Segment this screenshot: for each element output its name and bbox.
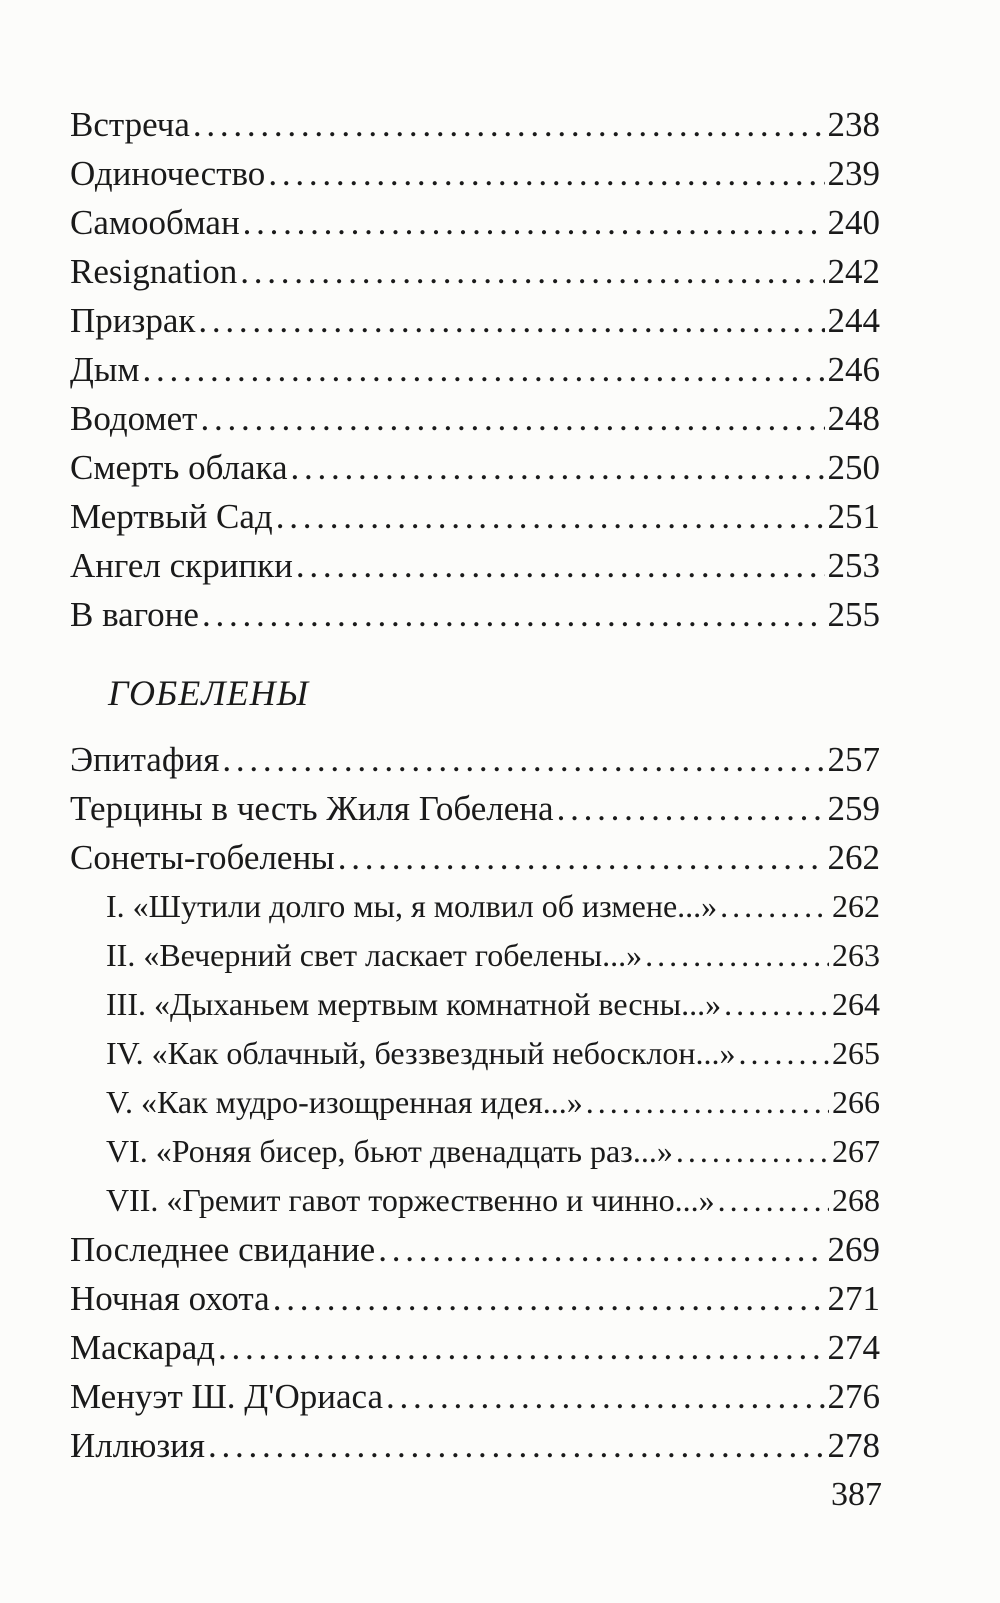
toc-entry-title: Ночная охота — [70, 1279, 270, 1318]
table-of-contents — [70, 100, 880, 1470]
toc-entry-title: Эпитафия — [70, 740, 220, 779]
toc-entry-title: Resignation — [70, 252, 238, 291]
toc-entry-page: 240 — [827, 203, 880, 242]
toc-entry-title: VI. «Роняя бисер, бьют двенадцать раз...» — [106, 1133, 673, 1169]
toc-dot-leader — [676, 1127, 829, 1176]
toc-entry-page: 268 — [832, 1182, 880, 1218]
toc-entry-title: В вагоне — [70, 595, 199, 634]
toc-dot-leader — [296, 541, 825, 590]
toc-dot-leader — [724, 980, 829, 1029]
toc-entry-title: Одиночество — [70, 154, 266, 193]
toc-entry-title: Мертвый Сад — [70, 497, 273, 536]
toc-dot-leader — [218, 1323, 824, 1372]
toc-entry-page: 267 — [832, 1133, 880, 1169]
toc-entry-page: 253 — [827, 546, 880, 585]
toc-entry-page: 262 — [827, 838, 880, 877]
toc-entry-page: 248 — [827, 399, 880, 438]
toc-entry-page: 276 — [827, 1377, 880, 1416]
toc-dot-leader — [276, 492, 825, 541]
toc-dot-leader — [386, 1372, 824, 1421]
toc-entry — [70, 394, 880, 443]
toc-entry-title: III. «Дыханьем мертвым комнатной весны...» — [106, 986, 722, 1022]
toc-entry — [70, 296, 880, 345]
toc-entry — [70, 345, 880, 394]
toc-entry — [70, 1372, 880, 1421]
toc-dot-leader — [208, 1421, 824, 1470]
toc-entry — [70, 149, 880, 198]
toc-subentry — [70, 931, 880, 980]
page-number: 387 — [831, 1476, 882, 1513]
toc-entry-title: Самообман — [70, 203, 240, 242]
toc-group-after — [70, 735, 880, 1470]
toc-entry — [70, 1323, 880, 1372]
toc-entry-title: IV. «Как облачный, беззвездный небосклон...» — [106, 1035, 736, 1071]
toc-entry-title: II. «Вечерний свет ласкает гобелены...» — [106, 937, 643, 973]
toc-entry-title: Менуэт Ш. Д'Ориаса — [70, 1377, 384, 1416]
toc-entry-title: Ангел скрипки — [70, 546, 293, 585]
toc-entry-title: Иллюзия — [70, 1426, 206, 1465]
toc-entry-page: 278 — [827, 1426, 880, 1465]
toc-entry-title: Водомет — [70, 399, 198, 438]
toc-dot-leader — [718, 1176, 829, 1225]
toc-entry-title: I. «Шутили долго мы, я молвил об измене...» — [106, 888, 718, 924]
toc-dot-leader — [198, 296, 824, 345]
toc-entry — [70, 1225, 880, 1274]
toc-dot-leader — [338, 833, 825, 882]
toc-dot-leader — [222, 735, 824, 784]
toc-dot-leader — [193, 100, 825, 149]
toc-entry — [70, 100, 880, 149]
toc-entry-page: 250 — [827, 448, 880, 487]
toc-subentry — [70, 980, 880, 1029]
toc-entry-title: V. «Как мудро-изощренная идея...» — [106, 1084, 583, 1120]
toc-dot-leader — [586, 1078, 829, 1127]
toc-entry-page: 274 — [827, 1328, 880, 1367]
toc-dot-leader — [378, 1225, 824, 1274]
toc-entry-page: 251 — [827, 497, 880, 536]
toc-entry-page: 239 — [827, 154, 880, 193]
toc-entry-page: 263 — [832, 937, 880, 973]
toc-dot-leader — [240, 247, 824, 296]
toc-dot-leader — [557, 784, 825, 833]
toc-dot-leader — [645, 931, 829, 980]
toc-entry-page: 255 — [827, 595, 880, 634]
toc-entry-page: 238 — [827, 105, 880, 144]
toc-entry-title: Встреча — [70, 105, 190, 144]
toc-entry — [70, 247, 880, 296]
toc-entry — [70, 443, 880, 492]
toc-entry-title: Дым — [70, 350, 140, 389]
toc-dot-leader — [291, 443, 825, 492]
toc-entry — [70, 1274, 880, 1323]
toc-entry-page: 265 — [832, 1035, 880, 1071]
toc-entry-page: 246 — [827, 350, 880, 389]
toc-subentry — [70, 882, 880, 931]
toc-dot-leader — [720, 882, 829, 931]
toc-entry-page: 259 — [827, 789, 880, 828]
toc-dot-leader — [273, 1274, 825, 1323]
toc-entry-title: VII. «Гремит гавот торжественно и чинно...» — [106, 1182, 715, 1218]
toc-entry — [70, 590, 880, 639]
section-heading: ГОБЕЛЕНЫ — [108, 673, 309, 713]
toc-entry-page: 264 — [832, 986, 880, 1022]
toc-dot-leader — [200, 394, 824, 443]
toc-entry — [70, 541, 880, 590]
toc-dot-leader — [243, 198, 825, 247]
toc-entry-page: 262 — [832, 888, 880, 924]
toc-dot-leader — [143, 345, 825, 394]
toc-entry-title: Последнее свидание — [70, 1230, 376, 1269]
toc-entry-title: Маскарад — [70, 1328, 216, 1367]
toc-entry-title: Призрак — [70, 301, 196, 340]
toc-entry — [70, 198, 880, 247]
toc-entry — [70, 492, 880, 541]
toc-dot-leader — [202, 590, 825, 639]
toc-subentry — [70, 1176, 880, 1225]
toc-entry-page: 257 — [827, 740, 880, 779]
toc-subentry — [70, 1078, 880, 1127]
toc-entry — [70, 735, 880, 784]
toc-subentry — [70, 1127, 880, 1176]
toc-entry-title: Терцины в честь Жиля Гобелена — [70, 789, 554, 828]
toc-entry-title: Смерть облака — [70, 448, 288, 487]
toc-group-before — [70, 100, 880, 639]
toc-entry — [70, 833, 880, 882]
toc-entry — [70, 1421, 880, 1470]
toc-dot-leader — [739, 1029, 829, 1078]
toc-entry-page: 269 — [827, 1230, 880, 1269]
toc-subentry — [70, 1029, 880, 1078]
toc-entry-title: Сонеты-гобелены — [70, 838, 335, 877]
toc-dot-leader — [268, 149, 824, 198]
toc-entry-page: 244 — [827, 301, 880, 340]
toc-entry-page: 242 — [827, 252, 880, 291]
toc-entry-page: 271 — [827, 1279, 880, 1318]
toc-entry-page: 266 — [832, 1084, 880, 1120]
toc-entry — [70, 784, 880, 833]
